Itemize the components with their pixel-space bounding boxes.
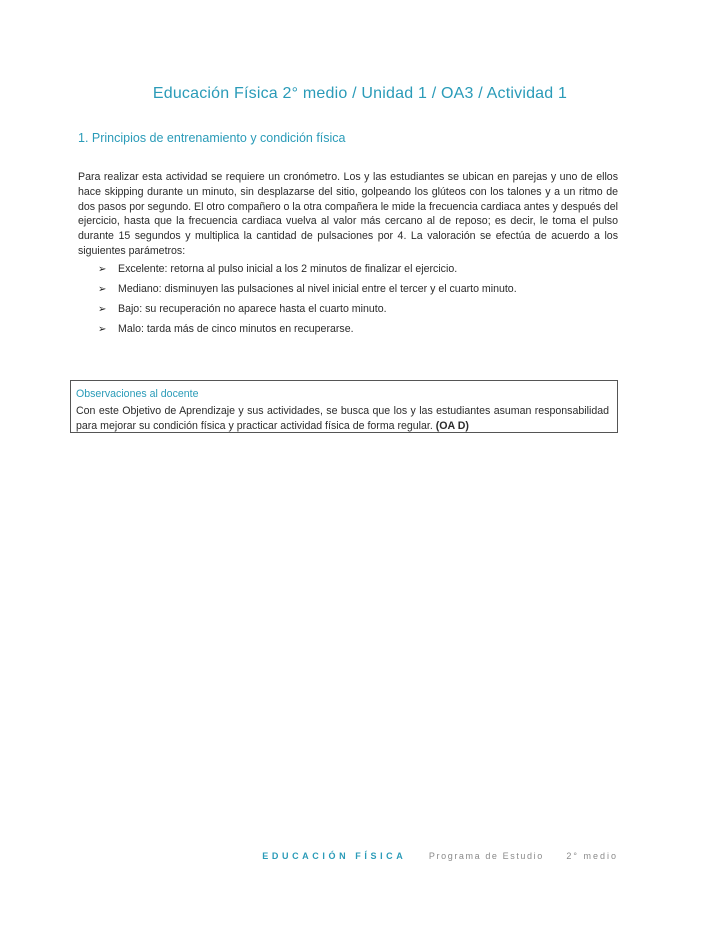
criteria-text: Bajo: su recuperación no aparece hasta el cuarto minuto. — [118, 303, 387, 315]
footer-level: 2° medio — [566, 851, 618, 861]
arrowhead-bullet-icon: ➢ — [98, 304, 107, 315]
page-footer — [262, 851, 618, 861]
teacher-observations-box — [70, 380, 618, 433]
observations-title: Observaciones al docente — [76, 388, 199, 400]
activity-description: Para realizar esta actividad se requiere un cronómetro. Los y las estudiantes se ubican en parejas y uno de ellos hace skipping durante un minuto, sin desplazarse del sitio, golpeando los glúteos con los talones y a un ritmo de dos pasos por segundo. El otro compañero o la otra compañera le mide la frecuencia cardiaca antes y después del ejercicio, hasta que la frecuencia cardiaca vuelva al valor más cercano al de reposo; es decir, le toma el pulso durante 15 segundos y multiplica la cantidad de pulsaciones por 4. La valoración se efectúa de acuerdo a los siguientes parámetros: — [78, 171, 619, 257]
criteria-text: Malo: tarda más de cinco minutos en recuperarse. — [118, 323, 354, 335]
arrowhead-bullet-icon: ➢ — [98, 324, 107, 335]
page-title: Educación Física 2° medio / Unidad 1 / OA3 / Actividad 1 — [152, 85, 568, 102]
section-heading: 1. Principios de entrenamiento y condición física — [78, 131, 346, 145]
criteria-item-excelente — [98, 262, 618, 282]
criteria-list — [98, 262, 618, 342]
footer-subject: EDUCACIÓN FÍSICA — [262, 851, 407, 861]
criteria-text: Excelente: retorna al pulso inicial a los 2 minutos de finalizar el ejercicio. — [118, 263, 458, 275]
objective-tag: (OA D) — [435, 419, 469, 432]
arrowhead-bullet-icon: ➢ — [98, 264, 107, 275]
observations-text — [76, 404, 609, 433]
criteria-text: Mediano: disminuyen las pulsaciones al nivel inicial entre el tercer y el cuarto minuto. — [118, 283, 517, 295]
criteria-item-bajo — [98, 302, 618, 322]
criteria-item-malo — [98, 322, 618, 342]
footer-program: Programa de Estudio — [428, 851, 544, 861]
criteria-item-mediano — [98, 282, 618, 302]
arrowhead-bullet-icon: ➢ — [98, 284, 107, 295]
observations-body: Con este Objetivo de Aprendizaje y sus actividades, se busca que los y las estudiantes asuman responsabilidad para mejorar su condición física y practicar actividad física de forma regular. — [76, 405, 609, 432]
